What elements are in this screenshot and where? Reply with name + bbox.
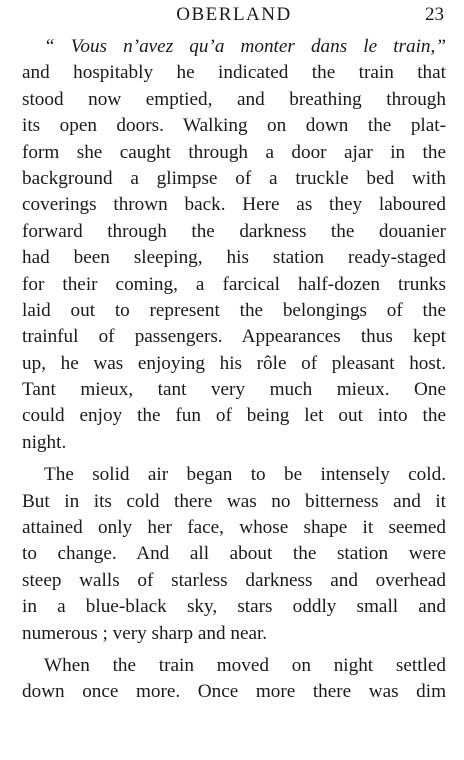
text-line: had been sleeping, his station ready-staged — [22, 247, 446, 269]
text-line: numerous ; very sharp and near. — [22, 622, 268, 644]
text-line: Tant mieux, tant very much mieux. One — [22, 379, 446, 401]
text-line: The solid air began to be intensely cold. — [44, 464, 446, 486]
text-line: could enjoy the fun of being let out into the — [22, 405, 446, 427]
page-number: 23 — [425, 4, 444, 25]
text-line: its open doors. Walking on down the plat- — [22, 115, 446, 137]
text-line: “ Vous n’avez qu’a monter dans le train,” — [44, 36, 446, 57]
text-line: forward through the darkness the douanier — [22, 220, 446, 242]
text-line: attained only her face, whose shape it seemed — [22, 517, 446, 539]
page-header — [22, 0, 446, 34]
body-text — [22, 34, 446, 706]
paragraph — [22, 462, 446, 647]
text-line: stood now emptied, and breathing through — [22, 88, 446, 110]
text-line: and hospitably he indicated the train that — [22, 62, 446, 84]
text-line: background a glimpse of a truckle bed with — [22, 167, 446, 189]
text-line: trainful of passengers. Appearances thus kept — [22, 326, 446, 348]
paragraph — [22, 34, 446, 456]
text-line: down once more. Once more there was dim — [22, 681, 446, 703]
text-line: But in its cold there was no bitterness and it — [22, 490, 446, 512]
text-line: up, he was enjoying his rôle of pleasant host. — [22, 352, 446, 374]
text-line: When the train moved on night settled — [44, 654, 446, 676]
text-line: for their coming, a farcical half-dozen trunks — [22, 273, 446, 295]
text-line: form she caught through a door ajar in the — [22, 141, 446, 163]
text-line: coverings thrown back. Here as they laboured — [22, 194, 446, 216]
text-line: laid out to represent the belongings of the — [22, 299, 446, 321]
text-line: in a blue-black sky, stars oddly small and — [22, 596, 446, 618]
running-head: OBERLAND — [176, 4, 292, 25]
paragraph — [22, 653, 446, 706]
text-line: steep walls of starless darkness and overhead — [22, 569, 446, 591]
text-line: night. — [22, 431, 67, 453]
text-line: to change. And all about the station were — [22, 543, 446, 565]
book-page — [22, 0, 446, 706]
